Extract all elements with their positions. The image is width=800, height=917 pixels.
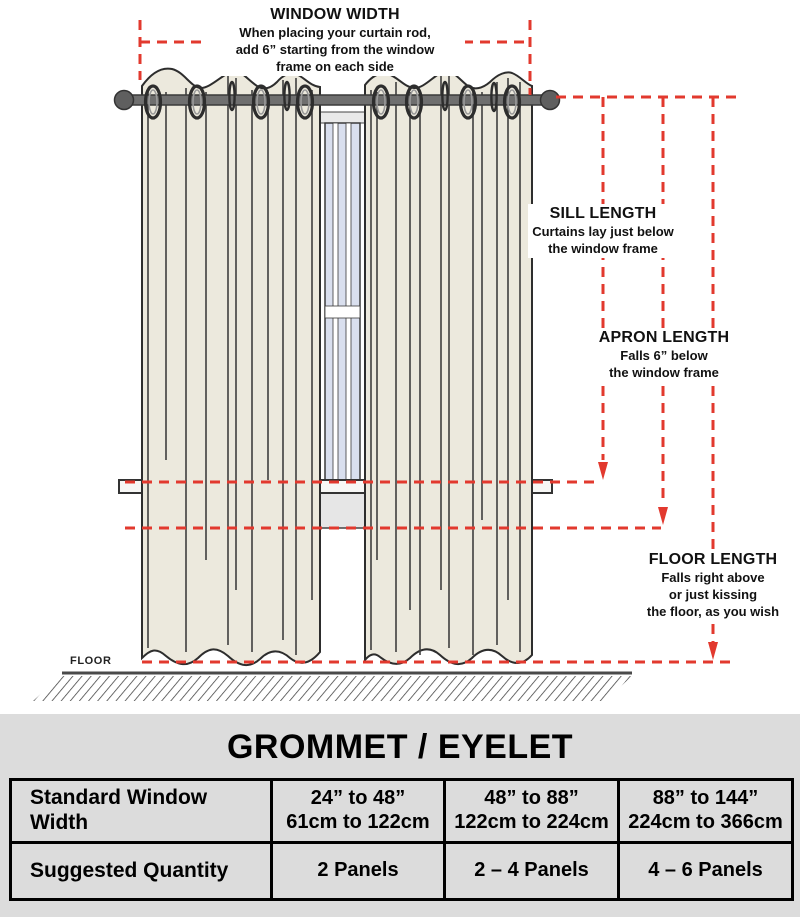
sill-length-title: SILL LENGTH	[549, 205, 657, 222]
rod-finial-left	[115, 91, 134, 110]
rod-finial-right	[541, 91, 560, 110]
sill-length-annotation: SILL LENGTH Curtains lay just below the window frame	[528, 204, 678, 258]
table-row-window-width	[11, 780, 793, 843]
curtain-panel-right	[365, 71, 532, 664]
row-header-standard-window-width: Standard Window Width	[11, 780, 272, 843]
floor-label: FLOOR	[70, 655, 112, 667]
apron-length-annotation: APRON LENGTH Falls 6” below the window frame	[594, 328, 734, 382]
cell-width-col1: 24” to 48” 61cm to 122cm	[272, 780, 445, 843]
cell-width-col3: 88” to 144” 224cm to 366cm	[619, 780, 793, 843]
apron-arrow-icon	[658, 507, 668, 525]
apron-length-title: APRON LENGTH	[598, 329, 730, 346]
window	[318, 96, 367, 528]
cell-quantity-col3: 4 – 6 Panels	[619, 843, 793, 900]
table-title: GROMMET / EYELET	[226, 728, 574, 766]
floor-length-annotation: FLOOR LENGTH Falls right above or just kissing the floor, as you wish	[634, 550, 792, 621]
window-width-title: WINDOW WIDTH	[270, 6, 400, 23]
size-table	[9, 778, 794, 901]
sill-arrow-icon	[598, 462, 608, 480]
floor-arrow-icon	[708, 642, 718, 660]
cell-width-col2: 48” to 88” 122cm to 224cm	[445, 780, 619, 843]
cell-quantity-col2: 2 – 4 Panels	[445, 843, 619, 900]
row-header-suggested-quantity: Suggested Quantity	[11, 843, 272, 900]
floor-length-title: FLOOR LENGTH	[648, 551, 778, 568]
floor	[33, 673, 632, 701]
cell-quantity-col1: 2 Panels	[272, 843, 445, 900]
table-section	[0, 714, 800, 917]
curtain-panel-left	[142, 69, 320, 665]
table-row-suggested-quantity	[11, 843, 793, 900]
window-width-annotation: WINDOW WIDTH When placing your curtain rod, add 6” starting from the window frame on each side	[205, 5, 465, 76]
